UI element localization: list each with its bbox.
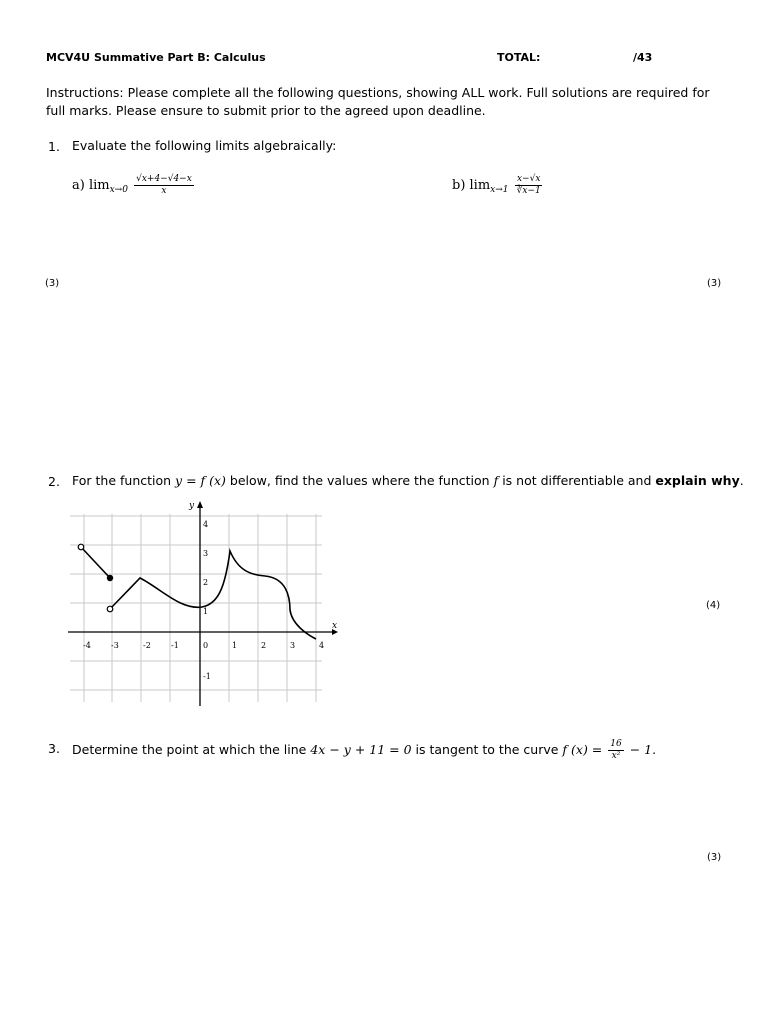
y-tick-label: 2 <box>203 578 209 587</box>
q1-marks-b: (3) <box>707 278 722 289</box>
q1-number: 1. <box>48 139 60 154</box>
q3-text <box>72 739 656 762</box>
open-point <box>78 544 84 550</box>
q2-marks: (4) <box>706 600 721 611</box>
q3-curve-denominator: x² <box>611 751 621 761</box>
q1-a-lim: a) lim <box>72 178 110 193</box>
q2-text-1: For the function <box>72 473 172 488</box>
q2-text-4: . <box>739 473 744 488</box>
q3-curve-tail: − 1. <box>629 742 657 757</box>
instructions: Instructions: Please complete all the following questions, showing ALL work. Full solutions are required for full marks. Please ensure to submit prior to the agreed upon deadline. <box>46 85 710 118</box>
x-tick-label: -2 <box>143 641 151 650</box>
y-tick-label: 1 <box>203 607 209 616</box>
q2-text-3: is not differentiable and <box>502 473 652 488</box>
q1-b-denominator: ∛x−1 <box>516 186 541 196</box>
q2-number: 2. <box>48 474 60 489</box>
y-tick-label: -1 <box>203 672 211 681</box>
x-tick-label: -3 <box>111 641 119 650</box>
q3-curve-numerator: 16 <box>610 739 622 749</box>
q1-a-numerator: √x+4−√4−x <box>136 174 192 184</box>
x-tick-label: -4 <box>83 641 91 650</box>
x-tick-label: 4 <box>319 641 325 650</box>
function-graph <box>60 496 350 712</box>
y-axis-arrow <box>197 501 203 508</box>
q2-expr: y = f (x) <box>175 473 226 488</box>
y-tick-label: 3 <box>203 549 209 558</box>
x-tick-label: 3 <box>290 641 296 650</box>
total-value: /43 <box>633 51 653 64</box>
x-axis-label: x <box>332 621 338 631</box>
q3-curve-lhs: f (x) = <box>562 742 603 757</box>
q1-b-numerator: x−√x <box>516 174 541 184</box>
q1-part-b <box>452 174 545 197</box>
open-point <box>107 606 113 612</box>
x-tick-label: 1 <box>232 641 238 650</box>
q2-bold: explain why <box>655 473 740 488</box>
total-label: TOTAL: <box>497 51 541 64</box>
x-tick-label: 2 <box>261 641 267 650</box>
x-tick-label: 0 <box>203 641 209 650</box>
q3-number: 3. <box>48 741 60 756</box>
page-title: MCV4U Summative Part B: Calculus <box>46 51 266 64</box>
y-tick-label: 4 <box>203 520 209 529</box>
q1-a-denominator: x <box>161 186 167 196</box>
q3-marks: (3) <box>707 852 722 863</box>
q1-part-a <box>72 174 196 197</box>
q2-f: f <box>493 473 499 488</box>
q1-b-sub: x→1 <box>490 185 509 195</box>
q1-b-lim: b) lim <box>452 178 491 193</box>
curve-segment-left <box>81 547 110 578</box>
q3-text-2: is tangent to the curve <box>415 742 559 757</box>
q1-text: Evaluate the following limits algebraically: <box>72 138 337 153</box>
closed-point <box>107 575 113 581</box>
q3-text-1: Determine the point at which the line <box>72 742 307 757</box>
y-axis-label: y <box>189 501 195 511</box>
x-tick-label: -1 <box>171 641 179 650</box>
q2-text <box>72 472 744 490</box>
q1-marks-a: (3) <box>45 278 60 289</box>
q2-text-2: below, find the values where the function <box>229 473 490 488</box>
q1-a-sub: x→0 <box>109 185 128 195</box>
q3-line-expr: 4x − y + 11 = 0 <box>310 742 412 757</box>
